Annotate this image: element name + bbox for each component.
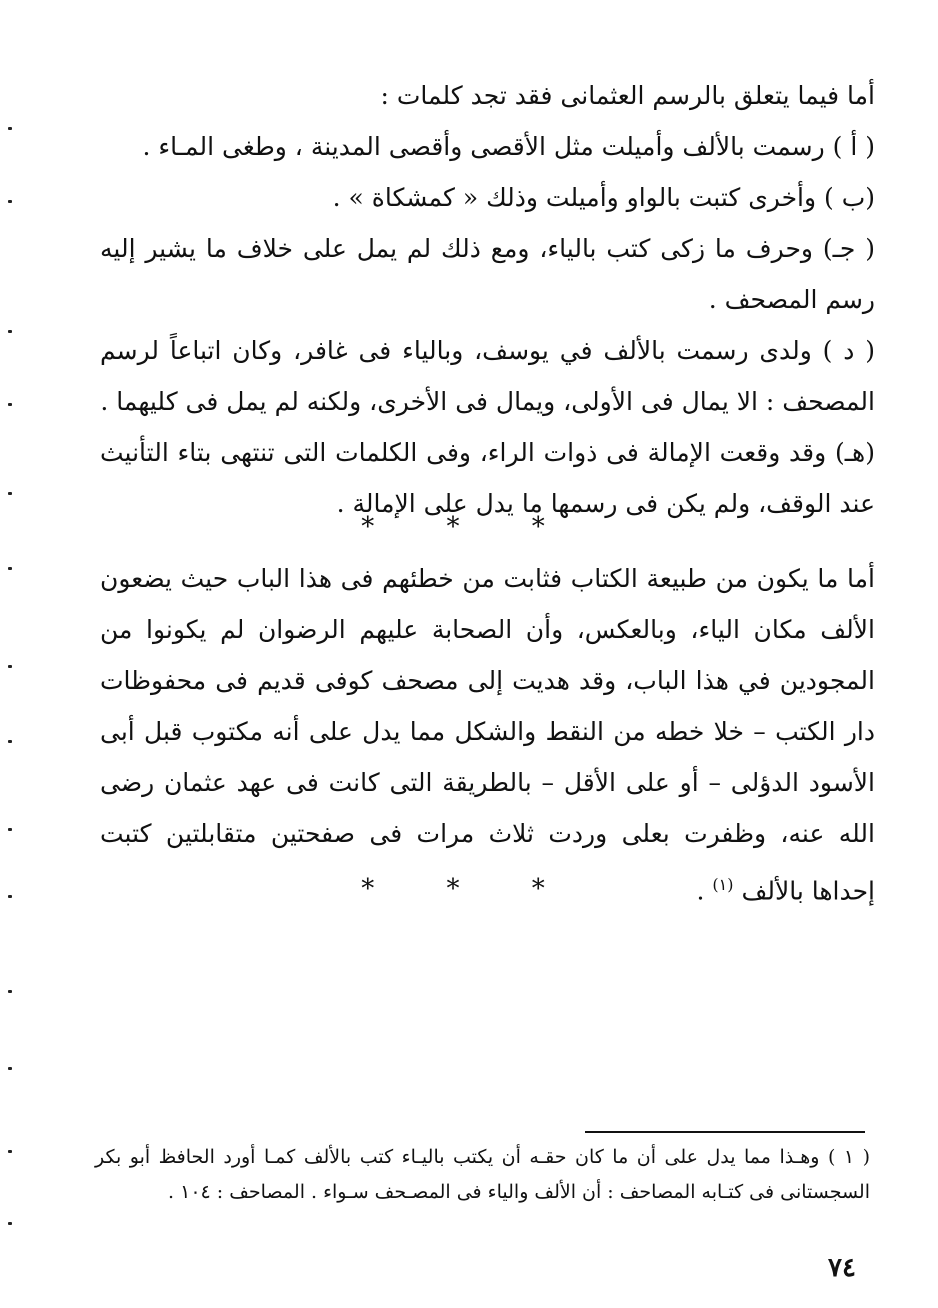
scan-mark: [8, 200, 12, 203]
scan-mark: [8, 127, 12, 130]
section-separator-bottom: * * *: [361, 874, 577, 904]
scan-mark: [8, 895, 12, 898]
list-item-ba: (ب ) وأخرى كتبت بالواو وأميلت وذلك « كمشكاة » .: [332, 183, 875, 212]
scan-mark: [8, 828, 12, 831]
paragraph-text: أما ما يكون من طبيعة الكتاب فثابت من خطئهم فى هذا الباب حيث يضعون الألف مكان الياء، وبالعكس، وأن الصحابة عليهم الرضوان لم يكونوا من المجودين في هذا الباب، وقد هديت إلى مصحف كوفى قديم فى محفوظات دار الكتب – خلا خطه من النقط والشكل مما يدل على أنه مكتوب قبل أبى الأسود الدؤلى – أو على الأقل – بالطريقة التى كانت فى عهد عثمان رضى الله عنه، وظفرت بعلى وردت ثلاث مرات فى صفحتين متقابلتين كتبت إحداها بالألف: [100, 564, 875, 906]
section-separator: * * *: [361, 512, 577, 542]
scan-mark: [8, 990, 12, 993]
scan-mark: [8, 567, 12, 570]
section-scribes-nature: [100, 553, 875, 916]
scan-mark: [8, 492, 12, 495]
section-intro: أما فيما يتعلق بالرسم العثمانى فقد تجد كلمات :: [380, 81, 875, 110]
scan-mark: [8, 740, 12, 743]
list-item-ha: (هـ) وقد وقعت الإمالة فى ذوات الراء، وفى الكلمات التى تنتهى بتاء التأنيث عند الوقف، ولم يكن فى رسمها ما يدل على الإمالة .: [100, 438, 875, 518]
scan-mark: [8, 1222, 12, 1225]
list-item-dal: ( د ) ولدى رسمت بالألف في يوسف، وبالياء فى غافر، وكان اتباعاً لرسم المصحف : الا يمال فى الأولى، ويمال فى الأخرى، ولكنه لم يمل فى كليهما .: [100, 336, 875, 416]
list-item-alif: ( أ ) رسمت بالألف وأميلت مثل الأقصى وأقصى المدينة ، وطغى المـاء .: [142, 132, 875, 161]
footnote-reference: (١): [712, 875, 734, 894]
scan-mark: [8, 1067, 12, 1070]
list-item-jim: ( جـ) وحرف ما زكى كتب بالياء، ومع ذلك لم يمل على خلاف ما يشير إليه رسم المصحف .: [100, 234, 875, 314]
footnote-divider: [585, 1131, 865, 1133]
page-number: ٧٤: [828, 1253, 856, 1283]
scan-mark: [8, 330, 12, 333]
section-rasm-uthmani: [100, 70, 875, 529]
body-paragraph: [100, 553, 875, 916]
scan-mark: [8, 1150, 12, 1153]
footnote: ( ١ ) وهـذا مما يدل على أن ما كان حقـه أن يكتب باليـاء كتب بالألف كمـا أورد الحافظ أبو بكر السجستانى فى كتـابه المصاحف : أن الألف والياء فى المصـحف سـواء . المصاحف : ١٠٤ .: [95, 1146, 871, 1203]
scan-mark: [8, 403, 12, 406]
paragraph-end: .: [696, 876, 713, 906]
scan-mark: [8, 665, 12, 668]
